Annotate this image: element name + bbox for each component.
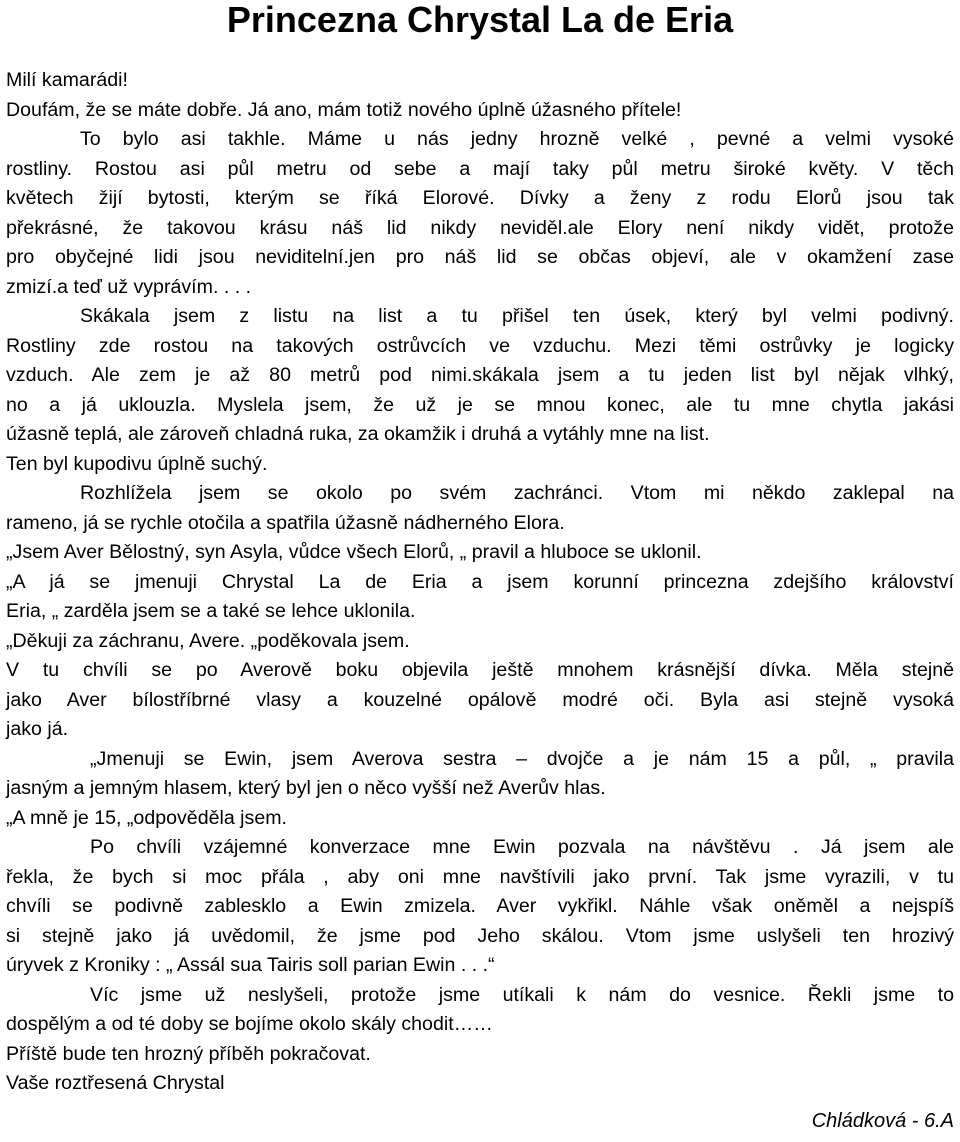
text-line: Po chvíli vzájemné konverzace mne Ewin pozvala na návštěvu . Já jsem ale	[90, 836, 954, 858]
text-line: zmizí.a teď už vyprávím. . . .	[6, 275, 252, 298]
text-line: „A já se jmenuji Chrystal La de Eria a jsem korunní princezna zdejšího království	[6, 570, 954, 593]
text-line: „Jsem Aver Bělostný, syn Asyla, vůdce všech Elorů, „ pravil a hluboce se uklonil.	[6, 541, 702, 563]
text-line: úžasně teplá, ale zároveň chladná ruka, za okamžik i druhá a vytáhly mne na list.	[6, 423, 710, 445]
text-line: pro obyčejné lidi jsou neviditelní.jen pro náš lid se občas objeví, ale v okamžení zase	[6, 246, 954, 268]
text-line: rameno, já se rychle otočila a spatřila úžasně nádherného Elora.	[6, 511, 565, 534]
text-line: jasným a jemným hlasem, který byl jen o něco vyšší než Averův hlas.	[6, 777, 606, 799]
text-line: vzduch. Ale zem je až 80 metrů pod nimi.skákala jsem a tu jeden list byl nějak vlhký,	[6, 364, 954, 386]
text-line: Vaše roztřesená Chrystal	[6, 1072, 225, 1094]
text-line: si stejně jako já uvědomil, že jsme pod Jeho skálou. Vtom jsme uslyšeli ten hrozivý	[6, 924, 954, 947]
document-title	[0, 0, 960, 40]
text-line: „Jmenuji se Ewin, jsem Averova sestra – dvojče a je nám 15 a půl, „ pravila	[90, 747, 954, 770]
text-line: květech žijí bytosti, kterým se říká Elorové. Dívky a ženy z rodu Elorů jsou tak	[6, 187, 954, 209]
text-line: jako já.	[6, 718, 69, 740]
text-line: no a já uklouzla. Myslela jsem, že už je se mnou konec, ale tu mne chytla jakási	[6, 393, 954, 416]
text-line: Příště bude ten hrozný příběh pokračovat.	[6, 1042, 371, 1065]
text-line: jako Aver bílostříbrné vlasy a kouzelné opálově modré oči. Byla asi stejně vysoká	[6, 688, 954, 711]
text-line: „A mně je 15, „odpověděla jsem.	[6, 806, 287, 829]
text-line: překrásné, že takovou krásu náš lid nikdy neviděl.ale Elory není nikdy vidět, protože	[6, 216, 954, 239]
greeting: Milí kamarádi!	[6, 69, 128, 91]
text-line: Skákala jsem z listu na list a tu přišel ten úsek, který byl velmi podivný.	[80, 305, 954, 327]
text-line: Doufám, že se máte dobře. Já ano, mám totiž nového úplně úžasného přítele!	[6, 98, 682, 121]
text-line: Ten byl kupodivu úplně suchý.	[6, 452, 268, 475]
text-line: „Děkuji za záchranu, Avere. „poděkovala jsem.	[6, 629, 410, 652]
text-line: Eria, „ zarděla jsem se a také se lehce uklonila.	[6, 600, 416, 622]
text-line: řekla, že bych si moc přála , aby oni mne navštívili jako první. Tak jsme vyrazili, v tu	[6, 865, 954, 888]
author-signature: Chládková - 6.A	[811, 1110, 954, 1132]
title-text: Princezna Chrystal La de Eria	[226, 0, 734, 40]
text-line: Rostliny zde rostou na takových ostrůvcích ve vzduchu. Mezi těmi ostrůvky je logicky	[6, 334, 954, 357]
text-line: V tu chvíli se po Averově boku objevila ještě mnohem krásnější dívka. Měla stejně	[6, 659, 954, 681]
text-line: úryvek z Kroniky : „ Assál sua Tairis soll parian Ewin . . .“	[6, 954, 495, 976]
text-line: Rozhlížela jsem se okolo po svém zachránci. Vtom mi někdo zaklepal na	[80, 482, 954, 504]
text-line: chvíli se podivně zablesklo a Ewin zmizela. Aver vykřikl. Náhle však oněměl a nejspíš	[6, 895, 954, 917]
text-line: To bylo asi takhle. Máme u nás jedny hrozně velké , pevné a velmi vysoké	[80, 128, 954, 150]
text-line: Víc jsme už neslyšeli, protože jsme utíkali k nám do vesnice. Řekli jsme to	[90, 983, 954, 1006]
text-line: rostliny. Rostou asi půl metru od sebe a mají taky půl metru široké květy. V těch	[6, 157, 954, 180]
document-body	[6, 66, 954, 1099]
text-line: dospělým a od té doby se bojíme okolo skály chodit……	[6, 1013, 493, 1035]
